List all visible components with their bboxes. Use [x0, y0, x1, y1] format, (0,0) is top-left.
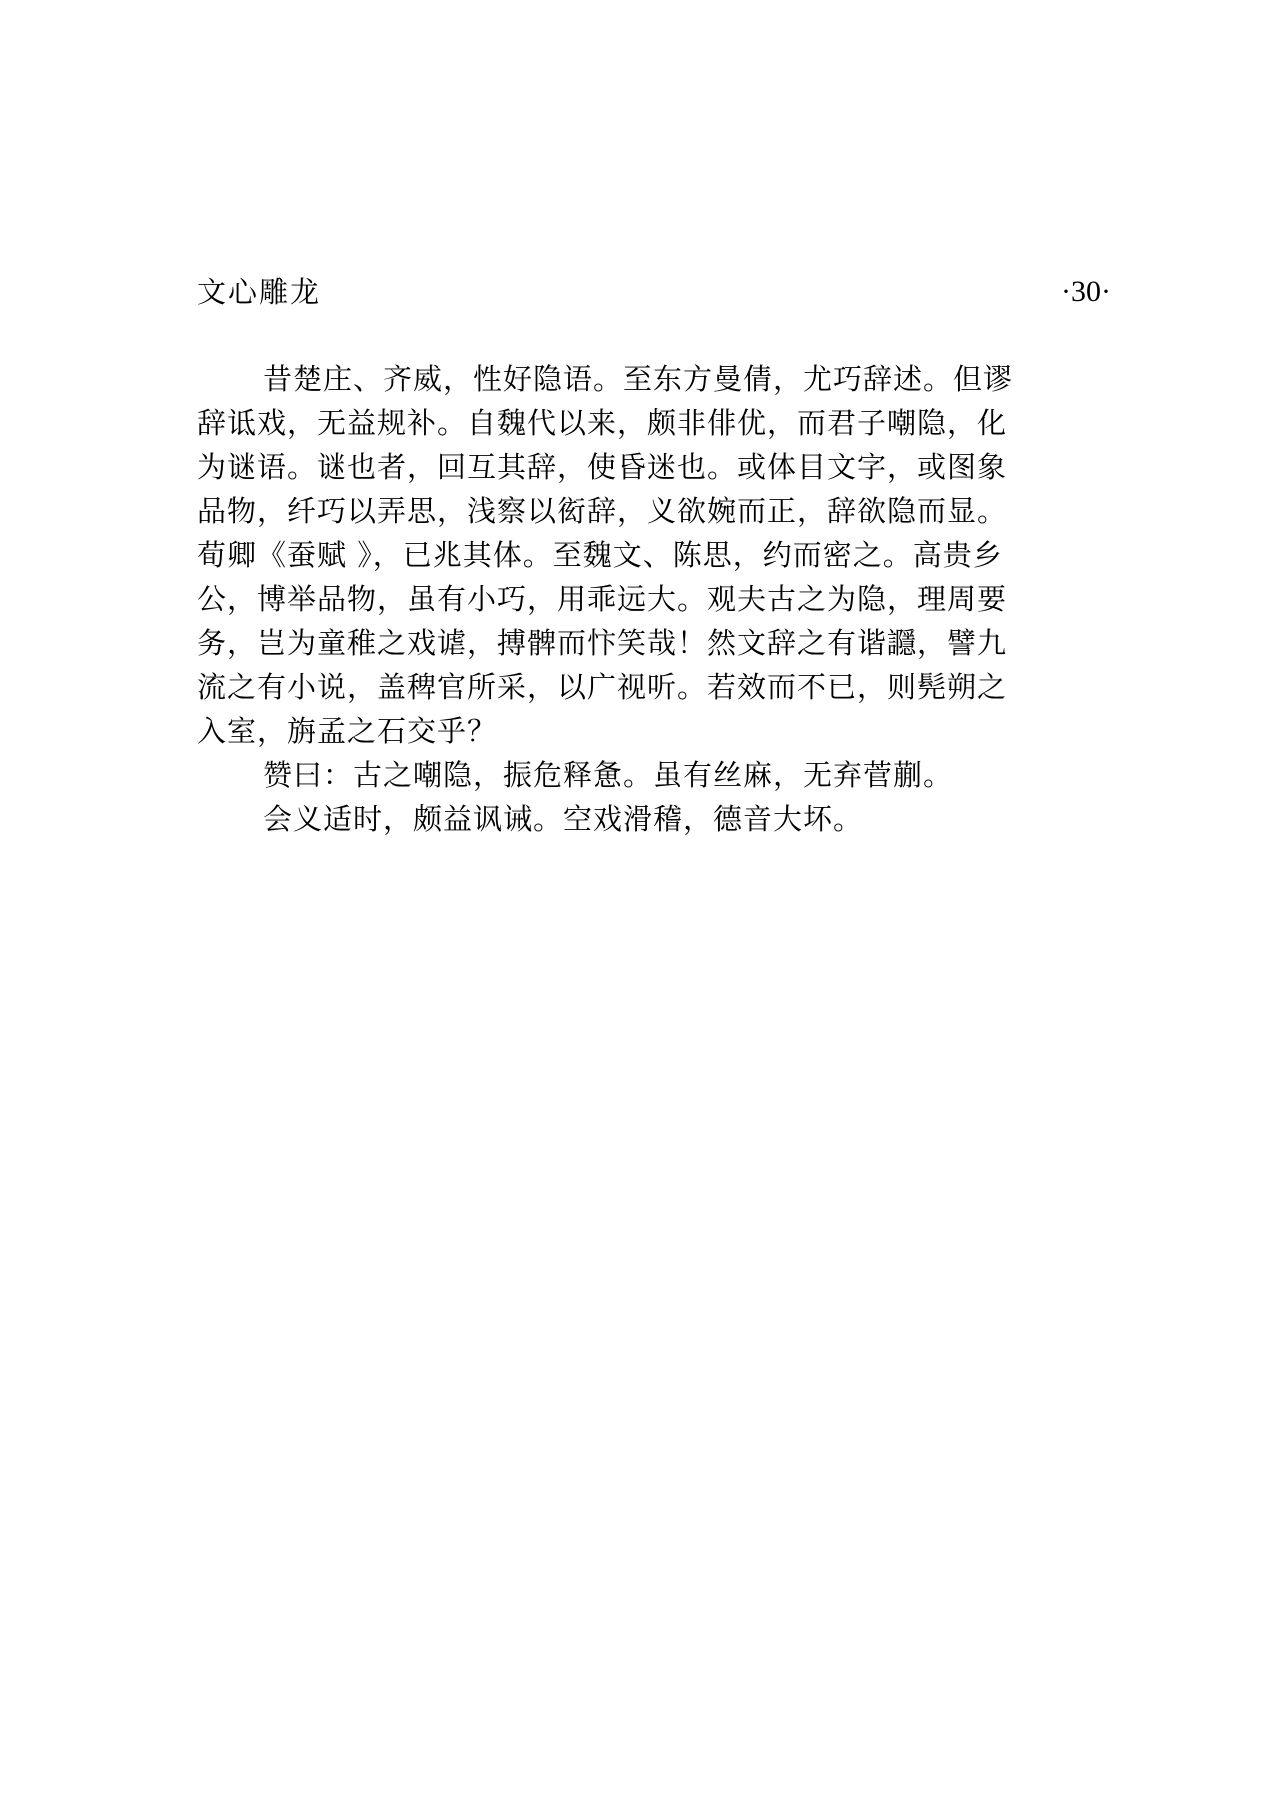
text-line: 务，岂为童稚之戏谑，搏髀而忭笑哉！然文辞之有谐讔，譬九: [197, 626, 1008, 660]
book-title: 文心雕龙: [197, 275, 322, 309]
page-number: ·30·: [1061, 275, 1111, 308]
text-line: 公，博举品物，虽有小巧，用乖远大。观夫古之为隐，理周要: [197, 582, 1008, 616]
text-line: 流之有小说，盖稗官所采，以广视听。若效而不已，则髡朔之: [197, 670, 1008, 704]
text-line: 入室，旃孟之石交乎？: [197, 714, 498, 748]
text-line: 为谜语。谜也者，回互其辞，使昏迷也。或体目文字，或图象: [197, 450, 1008, 484]
zan-line: 会义适时，颇益讽诫。空戏滑稽，德音大坏。: [263, 802, 864, 836]
running-header: [197, 272, 1111, 312]
text-line: 辞诋戏，无益规补。自魏代以来，颇非俳优，而君子嘲隐，化: [197, 406, 1008, 440]
text-line: 品物，纤巧以弄思，浅察以衒辞，义欲婉而正，辞欲隐而显。: [197, 494, 1008, 528]
zan-line: 赞曰：古之嘲隐，振危释惫。虽有丝麻，无弃菅蒯。: [263, 758, 954, 792]
body-text: [197, 357, 1097, 841]
text-line: 昔楚庄、齐威，性好隐语。至东方曼倩，尤巧辞述。但谬: [263, 362, 1014, 396]
text-line: 荀卿《蚕赋 》，已兆其体。至魏文、陈思，约而密之。高贵乡: [197, 538, 1003, 572]
